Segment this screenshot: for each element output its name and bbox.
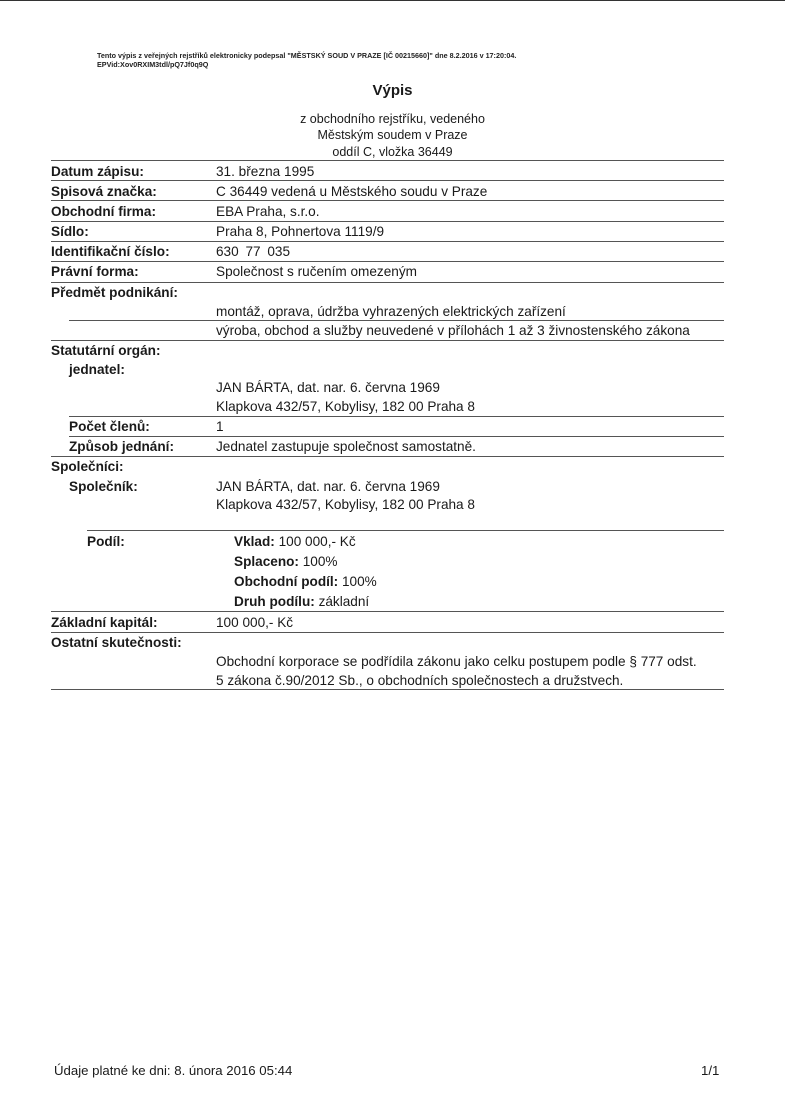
label-jednatel: jednatel:	[69, 362, 125, 377]
label-pocet-clenu: Počet členů:	[69, 419, 150, 434]
section-insert: oddíl C, vložka 36449	[332, 145, 453, 159]
divider	[51, 632, 724, 633]
predmet-item: výroba, obchod a služby neuvedené v přílohách 1 až 3 živnostenského zákona	[216, 323, 690, 338]
spolecnik-address: Klapkova 432/57, Kobylisy, 182 00 Praha 8	[216, 497, 475, 512]
splaceno-label: Splaceno:	[234, 554, 299, 569]
value-spisova-znacka: C 36449 vedená u Městského soudu v Praze	[216, 184, 488, 199]
divider	[51, 241, 724, 242]
page-number: 1/1	[701, 1063, 720, 1078]
label-zpusob-jednani: Způsob jednání:	[69, 439, 174, 454]
label-pravni-forma: Právní forma:	[51, 264, 139, 279]
vklad-value: 100 000,- Kč	[274, 534, 356, 549]
divider	[51, 340, 724, 341]
druh-podilu-value: základní	[314, 594, 370, 609]
label-podil: Podíl:	[87, 534, 125, 549]
label-ostatni-skutecnosti: Ostatní skutečnosti:	[51, 635, 182, 650]
value-sidlo: Praha 8, Pohnertova 1119/9	[216, 224, 385, 239]
splaceno-value: 100%	[298, 554, 338, 569]
divider	[69, 436, 724, 437]
divider	[51, 180, 724, 181]
divider	[87, 530, 724, 531]
label-statutarni-organ: Statutární orgán:	[51, 343, 161, 358]
podil-obchodni-podil	[234, 574, 377, 589]
vklad-label: Vklad:	[234, 534, 275, 549]
label-sidlo: Sídlo:	[51, 224, 89, 239]
podil-vklad	[234, 534, 356, 549]
ostatni-text-line: Obchodní korporace se podřídila zákonu jako celku postupem podle § 777 odst.	[216, 654, 697, 669]
ostatni-text-line: 5 zákona č.90/2012 Sb., o obchodních společnostech a družstvech.	[216, 673, 624, 688]
label-spolecnici: Společníci:	[51, 459, 124, 474]
validity-date: Údaje platné ke dni: 8. února 2016 05:44	[54, 1063, 293, 1078]
label-spisova-znacka: Spisová značka:	[51, 184, 157, 199]
obchodni-podil-label: Obchodní podíl:	[234, 574, 339, 589]
value-zakladni-kapital: 100 000,- Kč	[216, 615, 294, 630]
label-predmet-podnikani: Předmět podnikání:	[51, 285, 178, 300]
label-datum-zapisu: Datum zápisu:	[51, 164, 144, 179]
divider	[51, 221, 724, 222]
divider	[51, 282, 724, 283]
predmet-item: montáž, oprava, údržba vyhrazených elektrických zařízení	[216, 304, 566, 319]
divider	[51, 456, 724, 457]
divider	[51, 611, 724, 612]
value-pocet-clenu: 1	[216, 419, 224, 434]
document-title: Výpis	[372, 82, 413, 99]
obchodni-podil-value: 100%	[338, 574, 377, 589]
value-pravni-forma: Společnost s ručením omezeným	[216, 264, 417, 279]
signature-epvid: EPVid:Xov0RXIM3tdl/pQ7Jf0q9Q	[97, 60, 209, 69]
jednatel-address: Klapkova 432/57, Kobylisy, 182 00 Praha 8	[216, 399, 475, 414]
court-name: Městským soudem v Praze	[317, 128, 468, 142]
divider	[51, 160, 724, 161]
label-identifikacni-cislo: Identifikační číslo:	[51, 244, 170, 259]
divider	[69, 416, 724, 417]
value-obchodni-firma: EBA Praha, s.r.o.	[216, 204, 320, 219]
value-datum-zapisu: 31. března 1995	[216, 164, 315, 179]
druh-podilu-label: Druh podílu:	[234, 594, 315, 609]
signature-line: Tento výpis z veřejných rejstříků elektronicky podepsal "MĚSTSKÝ SOUD V PRAZE [IČ 00215660]" dne 8.2.2016 v 17:20:04.	[97, 51, 517, 60]
divider	[69, 320, 724, 321]
value-identifikacni-cislo: 630 77 035	[216, 244, 291, 259]
label-spolecnik: Společník:	[69, 479, 138, 494]
jednatel-name: JAN BÁRTA, dat. nar. 6. června 1969	[216, 380, 440, 395]
document-subtitle: z obchodního rejstříku, vedeného	[300, 112, 485, 126]
electronic-signature-note	[97, 51, 516, 69]
podil-druh	[234, 594, 369, 609]
value-zpusob-jednani: Jednatel zastupuje společnost samostatně.	[216, 439, 476, 454]
label-zakladni-kapital: Základní kapitál:	[51, 615, 158, 630]
top-border-line	[0, 0, 785, 1]
divider	[51, 200, 724, 201]
divider	[51, 261, 724, 262]
podil-splaceno	[234, 554, 338, 569]
spolecnik-name: JAN BÁRTA, dat. nar. 6. června 1969	[216, 479, 440, 494]
divider	[51, 689, 724, 690]
label-obchodni-firma: Obchodní firma:	[51, 204, 156, 219]
